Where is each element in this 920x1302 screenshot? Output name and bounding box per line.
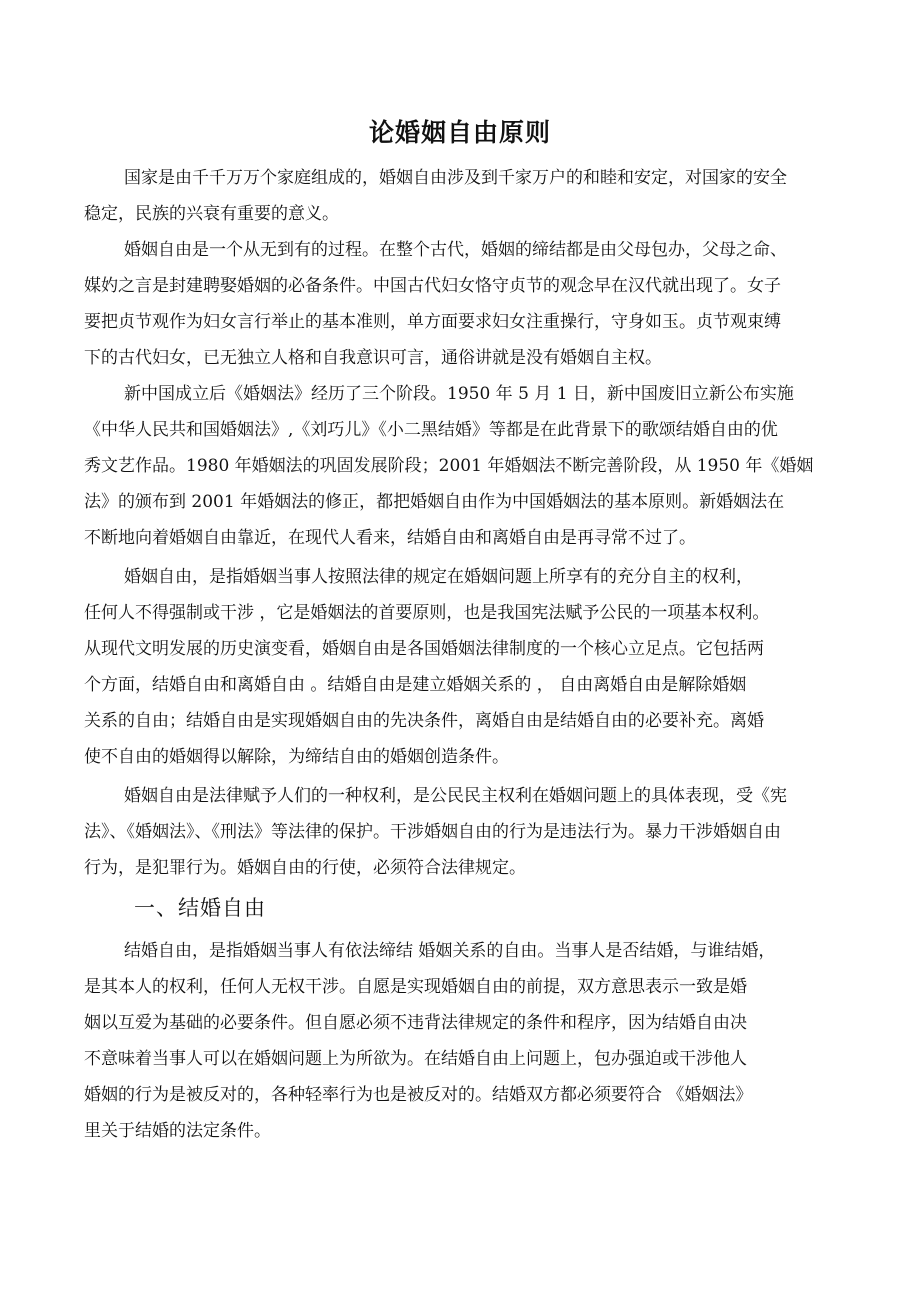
paragraph-4-line-2: 任何人不得强制或干涉 ，它是婚姻法的首要原则，也是我国宪法赋予公民的一项基本权利。 [84, 603, 770, 623]
paragraph-2-line-4: 下的古代妇女，已无独立人格和自我意识可言，通俗讲就是没有婚姻自主权。 [84, 348, 662, 368]
paragraph-2-line-3: 要把贞节观作为妇女言行举止的基本准则，单方面要求妇女注重操行，守身如玉。贞节观束缚 [84, 312, 781, 332]
paragraph-4-line-5: 关系的自由；结婚自由是实现婚姻自由的先决条件，离婚自由是结婚自由的必要补充。离婚 [84, 711, 764, 731]
paragraph-4-line-3: 从现代文明发展的历史演变看，婚姻自由是各国婚姻法律制度的一个核心立足点。它包括两 [84, 639, 764, 659]
paragraph-3-line-5: 不断地向着婚姻自由靠近，在现代人看来，结婚自由和离婚自由是再寻常不过了。 [84, 528, 696, 548]
paragraph-3-line-4: 法》的颁布到 2001 年婚姻法的修正，都把婚姻自由作为中国婚姻法的基本原则。新婚姻法在 [84, 492, 785, 512]
paragraph-3-line-1: 新中国成立后《婚姻法》经历了三个阶段。1950 年 5 月 1 日，新中国废旧立新公布实施 [124, 384, 794, 404]
section-paragraph-line-2: 是其本人的权利，任何人无权干涉。自愿是实现婚姻自由的前提，双方意思表示一致是婚 [84, 977, 747, 997]
section-paragraph-line-1: 结婚自由，是指婚姻当事人有依法缔结 婚姻关系的自由。当事人是否结婚，与谁结婚， [124, 941, 776, 961]
paragraph-3-line-3: 秀文艺作品。1980 年婚姻法的巩固发展阶段；2001 年婚姻法不断完善阶段，从 1950 年《婚姻 [84, 456, 814, 476]
paragraph-3-line-2: 《中华人民共和国婚姻法》,《刘巧儿》《小二黑结婚》等都是在此背景下的歌颂结婚自由的优 [84, 420, 778, 440]
paragraph-4-line-1: 婚姻自由，是指婚姻当事人按照法律的规定在婚姻问题上所享有的充分自主的权利， [124, 567, 753, 587]
section-heading: 一、结婚自由 [134, 896, 266, 920]
paragraph-4-line-6: 使不自由的婚姻得以解除，为缔结自由的婚姻创造条件。 [84, 747, 509, 767]
paragraph-5-line-2: 法》、《婚姻法》、《刑法》等法律的保护。干涉婚姻自由的行为是违法行为。暴力干涉婚姻自由 [84, 822, 781, 842]
paragraph-5-line-3: 行为，是犯罪行为。婚姻自由的行使，必须符合法律规定。 [84, 858, 526, 878]
section-paragraph-line-6: 里关于结婚的法定条件。 [84, 1121, 271, 1141]
paragraph-5-line-1: 婚姻自由是法律赋予人们的一种权利，是公民民主权利在婚姻问题上的具体表现，受《宪 [124, 786, 787, 806]
paragraph-4-line-4: 个方面，结婚自由和离婚自由 。结婚自由是建立婚姻关系的 ， 自由离婚自由是解除婚姻 [84, 675, 747, 695]
paragraph-1-line-1: 国家是由千千万万个家庭组成的，婚姻自由涉及到千家万户的和睦和安定，对国家的安全 [124, 168, 787, 188]
paragraph-2-line-1: 婚姻自由是一个从无到有的过程。在整个古代，婚姻的缔结都是由父母包办，父母之命、 [124, 240, 787, 260]
section-paragraph-line-3: 姻以互爱为基础的必要条件。但自愿必须不违背法律规定的条件和程序，因为结婚自由决 [84, 1013, 747, 1033]
paragraph-1-line-2: 稳定，民族的兴衰有重要的意义。 [84, 204, 339, 224]
paragraph-2-line-2: 媒妁之言是封建聘娶婚姻的必备条件。中国古代妇女恪守贞节的观念早在汉代就出现了。女子 [84, 276, 781, 296]
section-paragraph-line-5: 婚姻的行为是被反对的，各种轻率行为也是被反对的。结婚双方都必须要符合 《婚姻法》 [84, 1085, 753, 1105]
page-title: 论婚姻自由原则 [368, 118, 551, 147]
section-paragraph-line-4: 不意味着当事人可以在婚姻问题上为所欲为。在结婚自由上问题上，包办强迫或干涉他人 [84, 1049, 747, 1069]
